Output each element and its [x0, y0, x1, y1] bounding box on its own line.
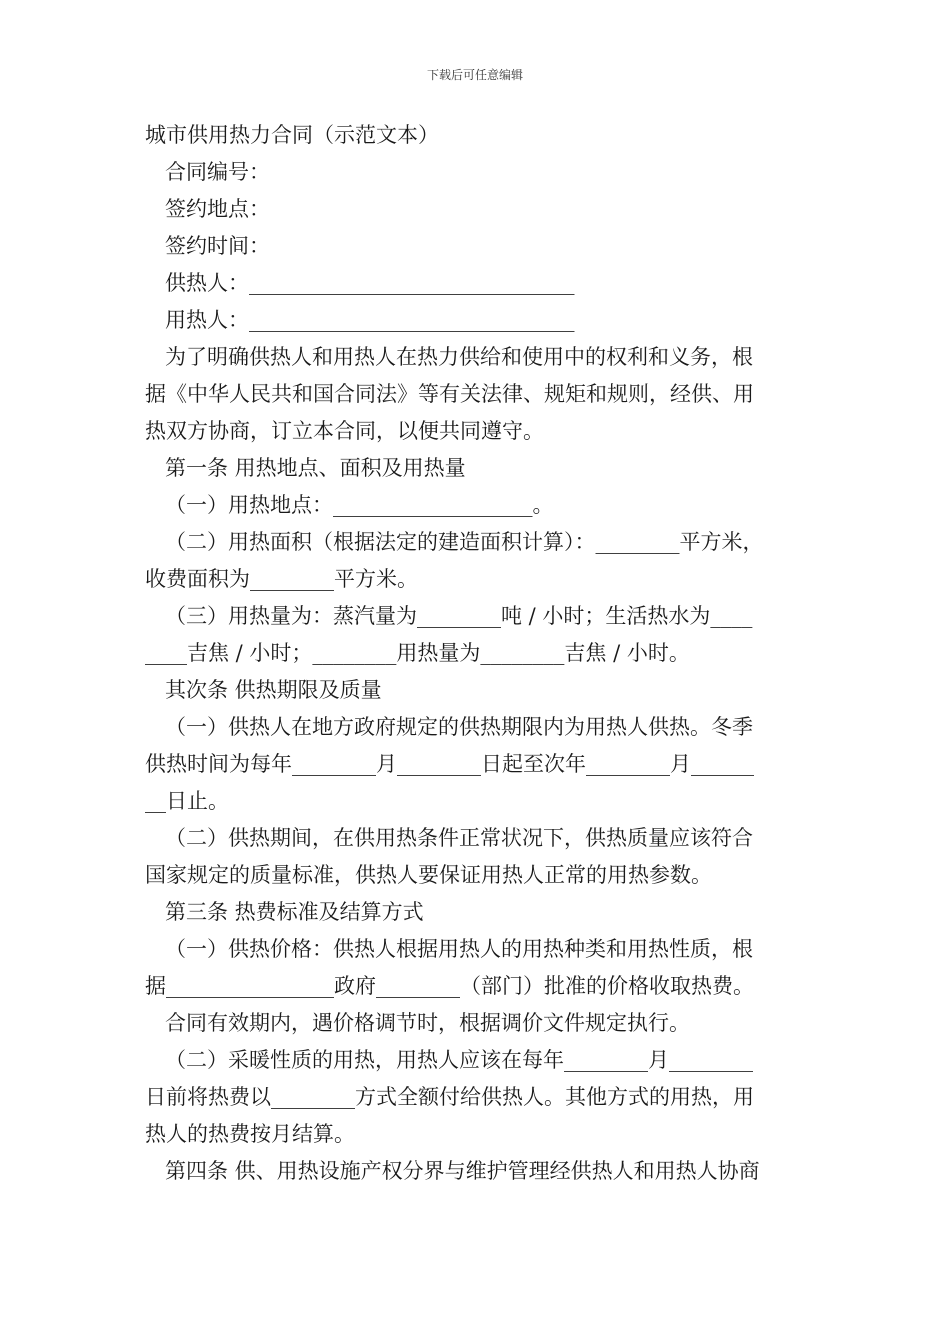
article-3-item-2-cont-1: 日前将热费以________方式全额付给供热人。其他方式的用热，用	[145, 1085, 754, 1109]
heat-user: 用热人：_______________________________	[165, 308, 575, 332]
download-note: 下载后可任意编辑	[426, 68, 523, 82]
article-1-heading: 第一条 用热地点、面积及用热量	[165, 456, 466, 480]
article-3-heading: 第三条 热费标准及结算方式	[165, 900, 424, 924]
article-1-item-1: （一）用热地点：___________________。	[165, 493, 554, 517]
article-3-price-adjust: 合同有效期内，遇价格调节时，根据调价文件规定执行。	[165, 1011, 690, 1035]
preamble-line-1: 为了明确供热人和用热人在热力供给和使用中的权利和义务，根	[165, 345, 753, 369]
article-1-item-3-cont: ____吉焦 / 小时；________用热量为________吉焦 / 小时。	[145, 641, 690, 665]
article-2-item-1-cont-1: 供热时间为每年________月________日起至次年________月______	[145, 752, 754, 776]
article-2-heading: 其次条 供热期限及质量	[165, 678, 382, 702]
article-3-item-1: （一）供热价格：供热人根据用热人的用热种类和用热性质，根	[165, 937, 753, 961]
article-3-item-2-cont-2: 热人的热费按月结算。	[145, 1122, 355, 1146]
article-3-item-2: （二）采暖性质的用热，用热人应该在每年________月________	[165, 1048, 753, 1072]
article-3-item-1-cont: 据________________政府________（部门）批准的价格收取热费。	[145, 974, 754, 998]
signing-time: 签约时间：	[165, 234, 270, 258]
article-2-item-1-cont-2: __日止。	[145, 789, 229, 813]
article-1-item-3: （三）用热量为：蒸汽量为________吨 / 小时；生活热水为____	[165, 604, 753, 628]
preamble-line-2: 据《中华人民共和国合同法》等有关法律、规矩和规则，经供、用	[145, 382, 754, 406]
signing-place: 签约地点：	[165, 197, 270, 221]
contract-body	[145, 117, 807, 1190]
heat-supplier: 供热人：_______________________________	[165, 271, 575, 295]
article-1-item-2: （二）用热面积（根据法定的建造面积计算）：________平方米，	[165, 530, 764, 554]
contract-number: 合同编号：	[165, 160, 270, 184]
article-2-item-2-cont: 国家规定的质量标准，供热人要保证用热人正常的用热参数。	[145, 863, 712, 887]
article-4-heading: 第四条 供、用热设施产权分界与维护管理经供热人和用热人协商	[165, 1159, 760, 1183]
preamble-line-3: 热双方协商，订立本合同，以便共同遵守。	[145, 419, 544, 443]
article-2-item-1: （一）供热人在地方政府规定的供热期限内为用热人供热。冬季	[165, 715, 753, 739]
article-1-item-2-cont: 收费面积为________平方米。	[145, 567, 418, 591]
contract-title: 城市供用热力合同（示范文本）	[145, 123, 439, 147]
article-2-item-2: （二）供热期间，在供用热条件正常状况下，供热质量应该符合	[165, 826, 753, 850]
